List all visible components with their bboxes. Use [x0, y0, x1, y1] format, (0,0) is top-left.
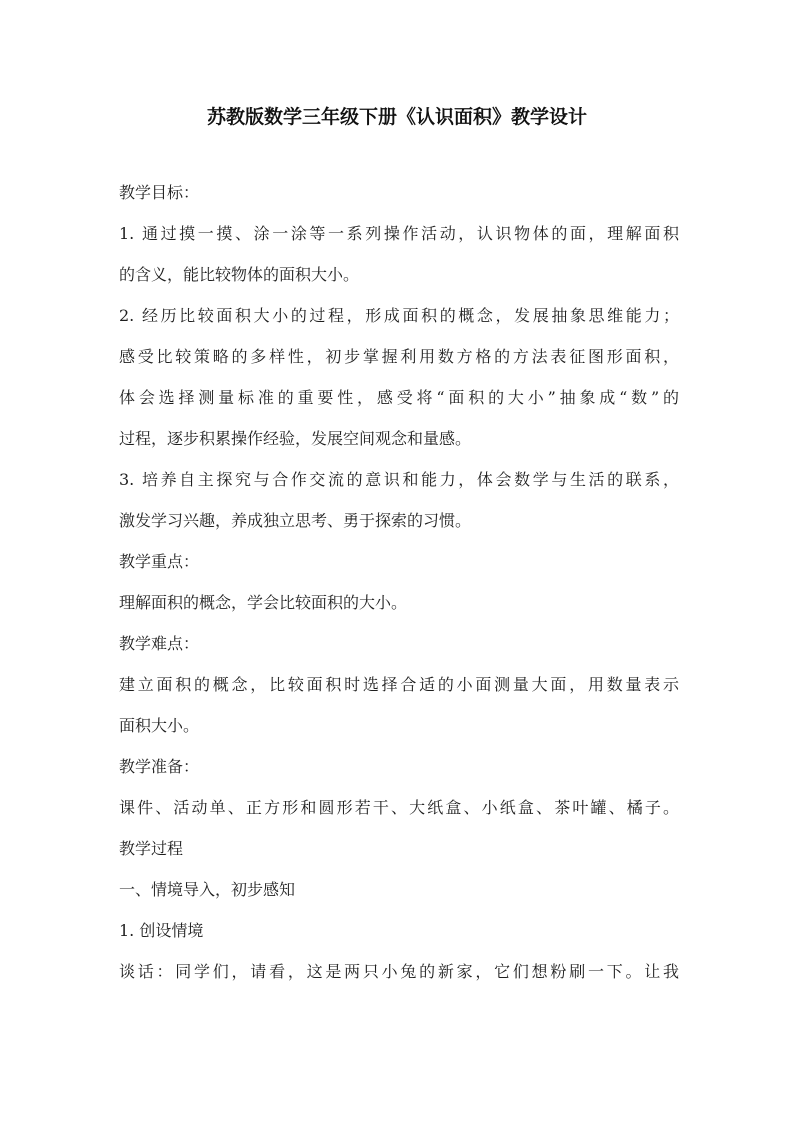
- objective-3-line-1: 3. 培养自主探究与合作交流的意识和能力，体会数学与生活的联系，: [119, 470, 679, 489]
- objective-3-line-2: 激发学习兴趣，养成独立思考、勇于探索的习惯。: [119, 511, 472, 530]
- process-part-1-heading: 一、情境导入，初步感知: [119, 880, 296, 899]
- preparation-text: 课件、活动单、正方形和圆形若干、大纸盒、小纸盒、茶叶罐、橘子。: [119, 798, 679, 817]
- section-heading-key-points: 教学重点：: [119, 552, 200, 571]
- document-body: [119, 172, 679, 992]
- objective-1-line-1: 1. 通过摸一摸、涂一涂等一系列操作活动，认识物体的面，理解面积: [119, 224, 679, 243]
- process-step-1-heading: 1. 创设情境: [119, 921, 204, 940]
- objective-2-line-1: 2. 经历比较面积大小的过程，形成面积的概念，发展抽象思维能力；: [119, 306, 679, 325]
- process-dialogue-line-1: 谈话：同学们，请看，这是两只小兔的新家，它们想粉刷一下。让我: [119, 962, 679, 981]
- objective-2-line-3: 体会选择测量标准的重要性，感受将“面积的大小”抽象成“数”的: [119, 388, 679, 407]
- section-heading-objectives: 教学目标：: [119, 183, 200, 202]
- section-heading-process: 教学过程: [119, 839, 184, 858]
- section-heading-preparation: 教学准备：: [119, 757, 200, 776]
- document-title: 苏教版数学三年级下册《认识面积》教学设计: [206, 106, 587, 128]
- difficulties-line-1: 建立面积的概念，比较面积时选择合适的小面测量大面，用数量表示: [119, 675, 679, 694]
- objective-2-line-4: 过程，逐步积累操作经验，发展空间观念和量感。: [119, 429, 472, 448]
- key-points-text: 理解面积的概念，学会比较面积的大小。: [119, 593, 408, 612]
- difficulties-line-2: 面积大小。: [119, 716, 200, 735]
- objective-1-line-2: 的含义，能比较物体的面积大小。: [119, 265, 360, 284]
- objective-2-line-2: 感受比较策略的多样性，初步掌握利用数方格的方法表征图形面积，: [119, 347, 679, 366]
- section-heading-difficulties: 教学难点：: [119, 634, 200, 653]
